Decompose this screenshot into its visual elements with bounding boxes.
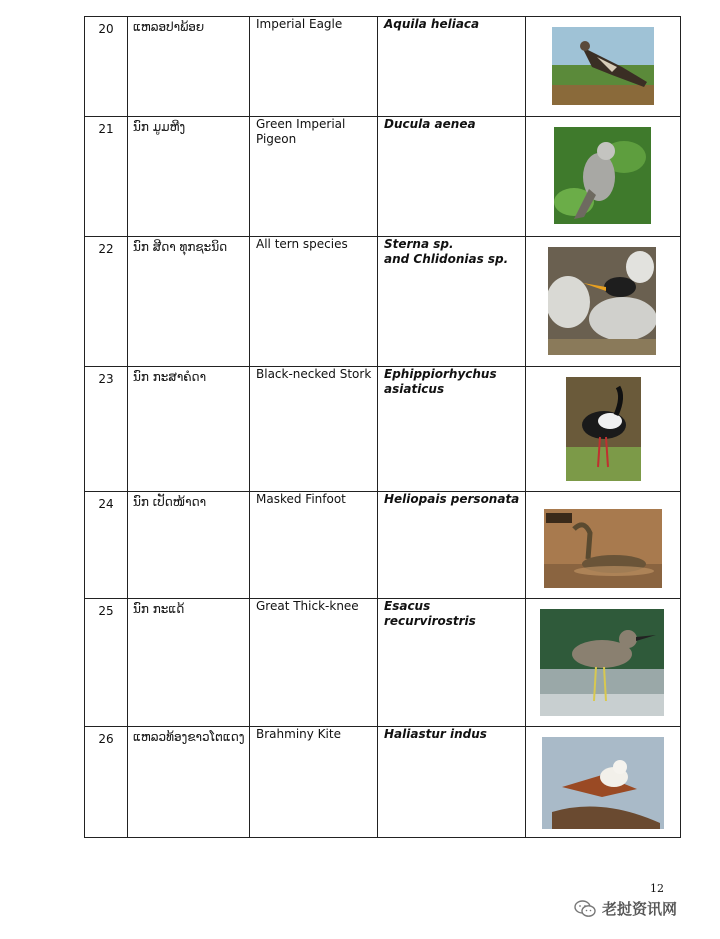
english-name: Masked Finfoot bbox=[250, 492, 378, 599]
table-row bbox=[85, 237, 681, 367]
lao-name-text: ນົກ ເປັດໜ້າດາ bbox=[133, 495, 207, 509]
photo-cell bbox=[526, 492, 681, 599]
scientific-name: Ephippiorhychus asiaticus bbox=[378, 367, 526, 492]
masked-finfoot-photo bbox=[544, 509, 662, 588]
table-row bbox=[85, 17, 681, 117]
english-name: All tern species bbox=[250, 237, 378, 367]
species-table bbox=[84, 16, 681, 838]
tern-photo bbox=[548, 247, 656, 355]
table-row bbox=[85, 599, 681, 727]
photo-cell bbox=[526, 727, 681, 838]
lao-name-text: ນົກ ມູມຫີງ bbox=[133, 120, 186, 134]
row-number-text: 23 bbox=[98, 372, 114, 386]
english-name: Green Imperial Pigeon bbox=[250, 117, 378, 237]
row-number-text: 21 bbox=[98, 122, 114, 136]
wechat-icon bbox=[574, 900, 596, 918]
row-number-text: 24 bbox=[98, 497, 114, 511]
lao-name-text: ນົກ ກະສາຄໍດາ bbox=[133, 370, 207, 384]
table-row bbox=[85, 367, 681, 492]
photo-cell bbox=[526, 17, 681, 117]
lao-name bbox=[128, 599, 250, 727]
photo-cell bbox=[526, 117, 681, 237]
row-number bbox=[85, 17, 128, 117]
english-name: Imperial Eagle bbox=[250, 17, 378, 117]
scientific-name: Aquila heliaca bbox=[378, 17, 526, 117]
lao-name bbox=[128, 17, 250, 117]
row-number-text: 26 bbox=[98, 732, 114, 746]
brahminy-kite-photo bbox=[542, 737, 664, 829]
scientific-name: Esacus recurvirostris bbox=[378, 599, 526, 727]
row-number bbox=[85, 599, 128, 727]
table-row bbox=[85, 727, 681, 838]
row-number bbox=[85, 117, 128, 237]
lao-name bbox=[128, 237, 250, 367]
table-row bbox=[85, 492, 681, 599]
lao-name bbox=[128, 367, 250, 492]
page-number: 12 bbox=[650, 882, 664, 895]
lao-name-text: ແຫລວທ້ອງຂາວໂຕແດງ bbox=[133, 730, 245, 744]
black-necked-stork-photo bbox=[566, 377, 641, 481]
row-number bbox=[85, 237, 128, 367]
watermark bbox=[574, 898, 677, 919]
imperial-eagle-photo bbox=[552, 27, 654, 105]
row-number bbox=[85, 492, 128, 599]
table-row bbox=[85, 117, 681, 237]
green-imperial-pigeon-photo bbox=[554, 127, 651, 224]
english-name: Great Thick-knee bbox=[250, 599, 378, 727]
row-number bbox=[85, 727, 128, 838]
lao-name bbox=[128, 727, 250, 838]
scientific-name: Heliopais personata bbox=[378, 492, 526, 599]
english-name: Brahminy Kite bbox=[250, 727, 378, 838]
lao-name-text: ນົກ ກະແດ້ bbox=[133, 602, 185, 616]
row-number bbox=[85, 367, 128, 492]
photo-cell bbox=[526, 237, 681, 367]
scientific-name: Haliastur indus bbox=[378, 727, 526, 838]
lao-name-text: ແຫລອປາພ້ອຍ bbox=[133, 20, 205, 34]
photo-cell bbox=[526, 367, 681, 492]
row-number-text: 22 bbox=[98, 242, 114, 256]
scientific-name: Ducula aenea bbox=[378, 117, 526, 237]
watermark-text: 老挝资讯网 bbox=[602, 900, 678, 918]
lao-name bbox=[128, 492, 250, 599]
scientific-name: Sterna sp. and Chlidonias sp. bbox=[378, 237, 526, 367]
row-number-text: 25 bbox=[98, 604, 114, 618]
lao-name bbox=[128, 117, 250, 237]
lao-name-text: ນົກ ສີດາ ທຸກຊະນິດ bbox=[133, 240, 228, 254]
row-number-text: 20 bbox=[98, 22, 114, 36]
english-name: Black-necked Stork bbox=[250, 367, 378, 492]
great-thick-knee-photo bbox=[540, 609, 664, 716]
photo-cell bbox=[526, 599, 681, 727]
